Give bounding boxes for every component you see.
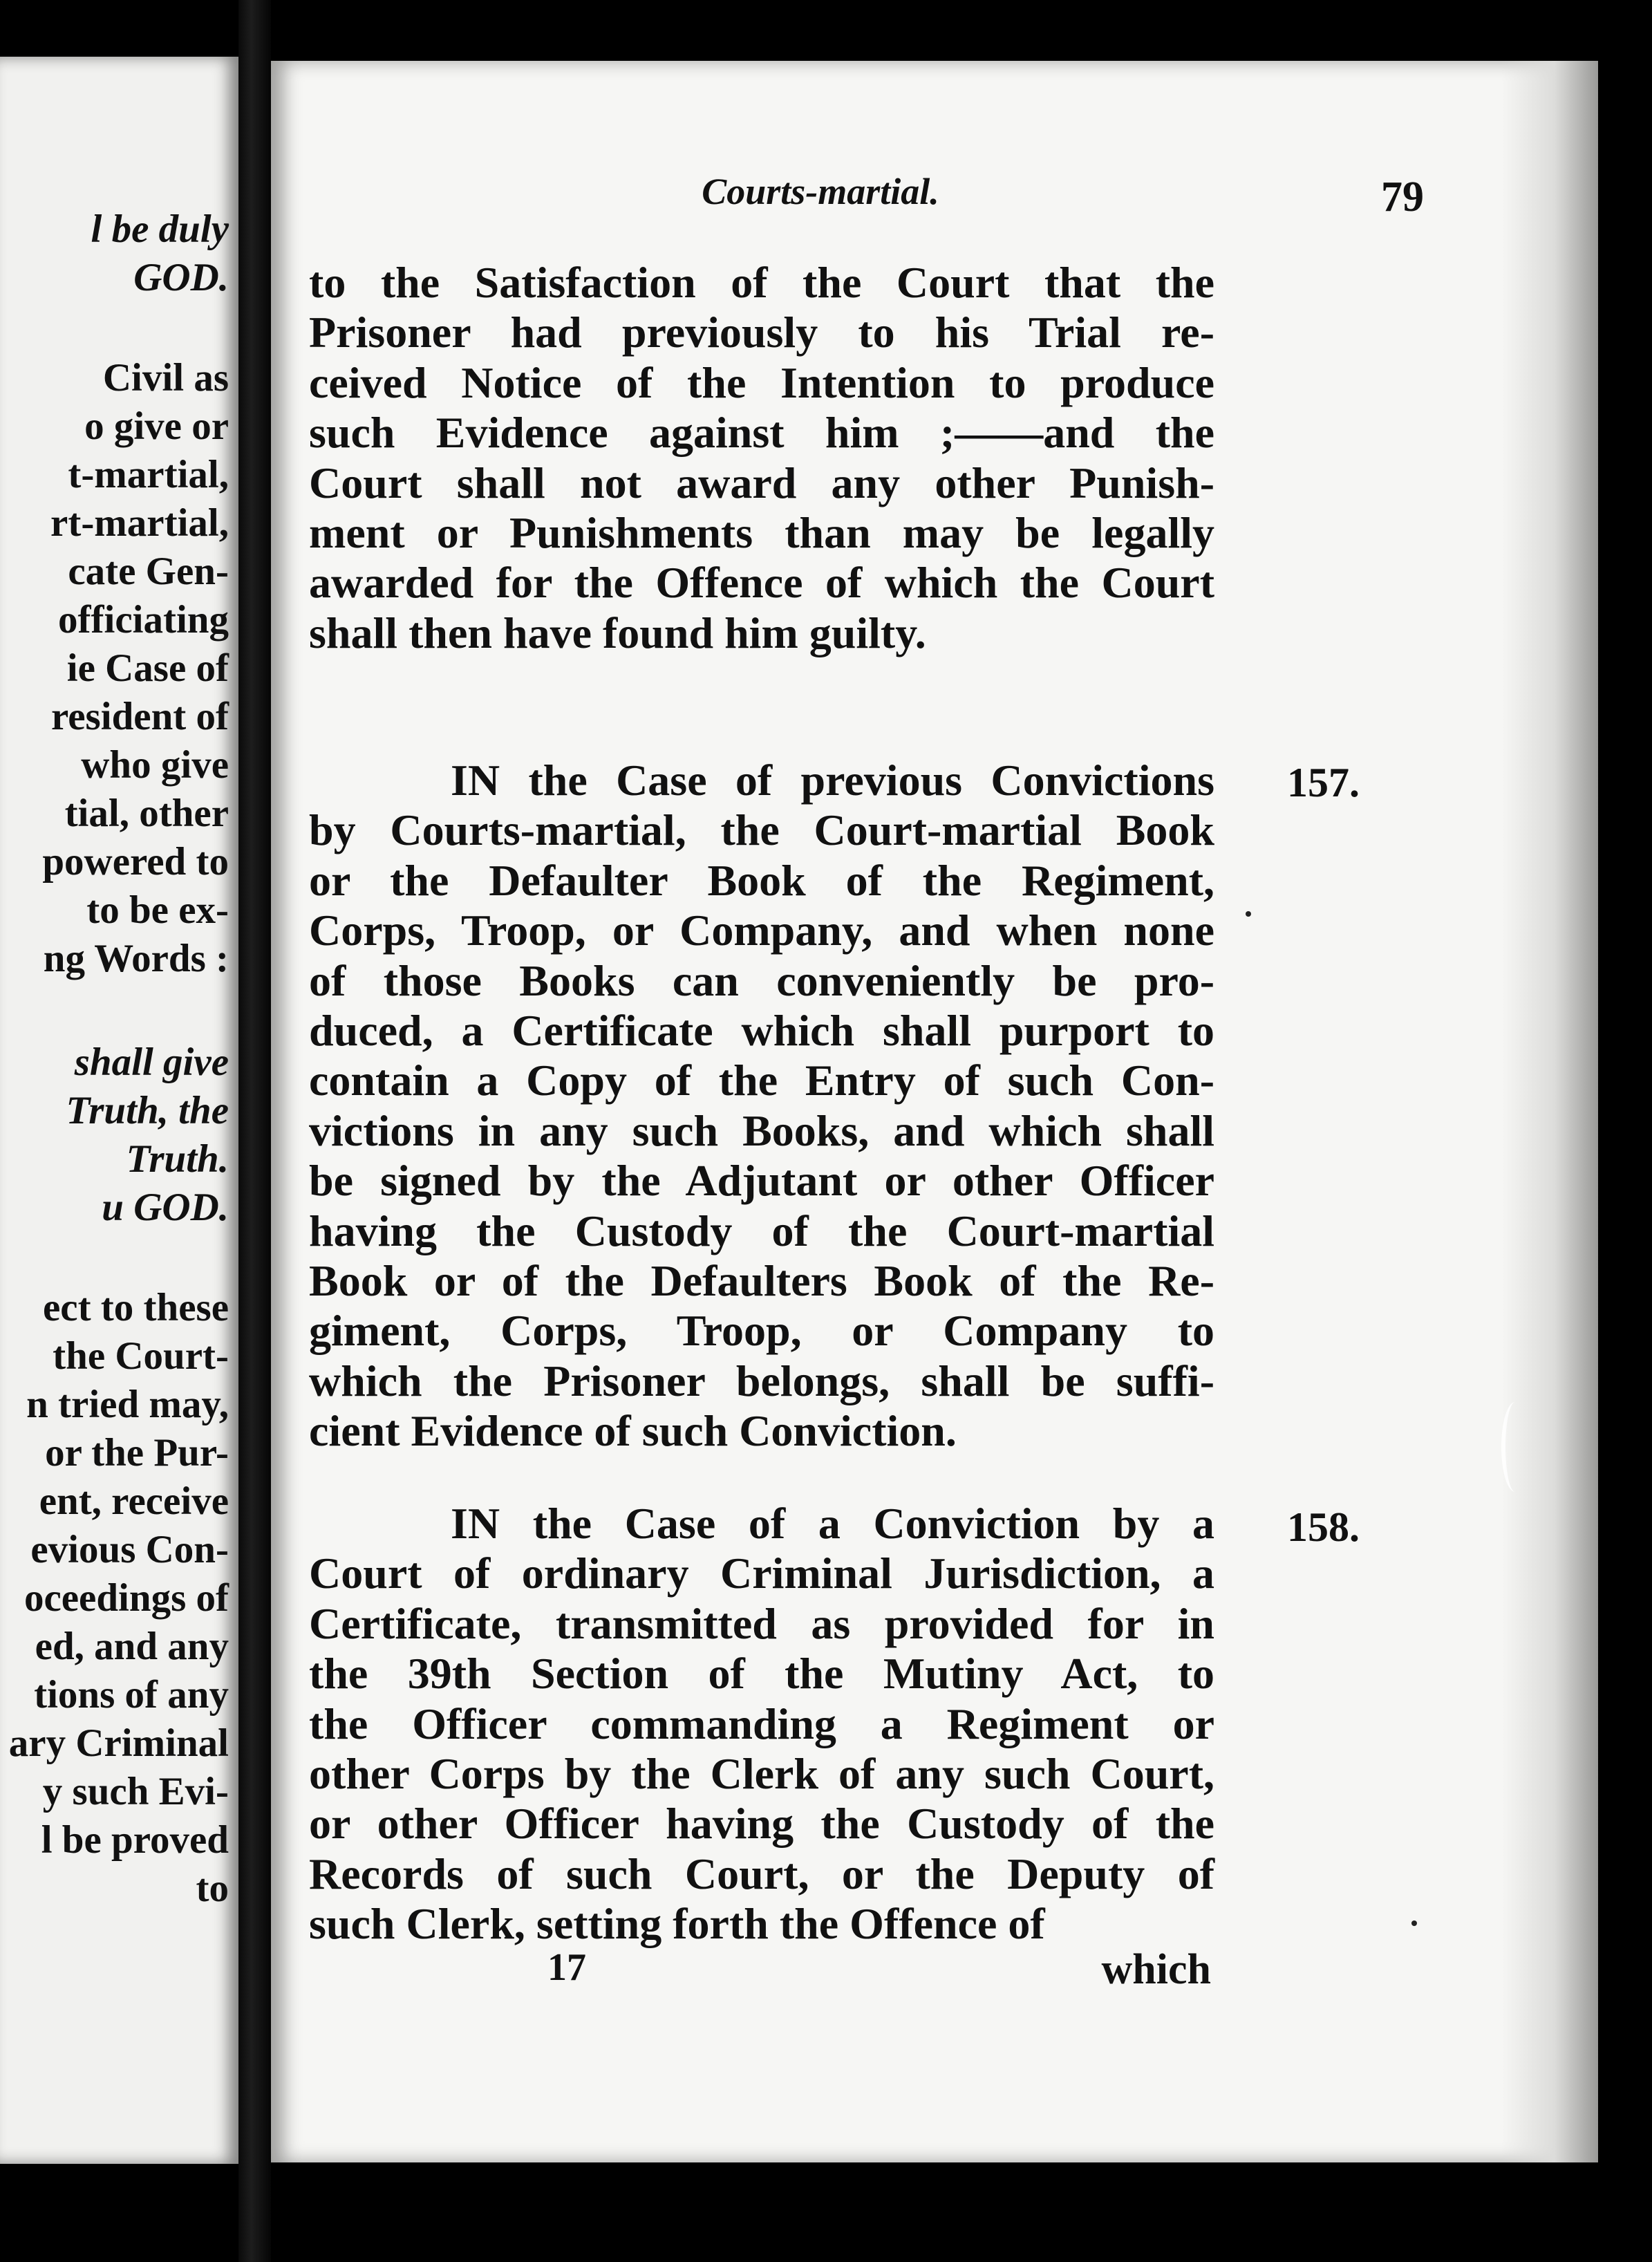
running-head: Courts-martial.	[702, 171, 939, 212]
text-line: duced, a Certificate which shall purport to	[309, 1005, 1214, 1055]
text-line: giment, Corps, Troop, or Company to	[309, 1306, 1214, 1356]
text-line: which the Prisoner belongs, shall be suffi-	[309, 1356, 1214, 1405]
book-gutter	[238, 0, 271, 2262]
text-line: IN the Case of a Conviction by a	[451, 1499, 1214, 1548]
page-79	[271, 61, 1598, 2162]
text-line: to the Satisfaction of the Court that the	[309, 258, 1214, 307]
left-page-line: ie Case of	[66, 646, 229, 690]
catchword: which	[1101, 1946, 1211, 1993]
left-page-line: t-martial,	[68, 453, 229, 496]
text-line: other Corps by the Clerk of any such Court,	[309, 1748, 1214, 1798]
left-page-line: cate Gen-	[68, 550, 229, 593]
left-page-line: officiating	[58, 598, 229, 642]
left-page-line: u GOD.	[102, 1186, 229, 1229]
left-page-line: tial, other	[64, 792, 229, 835]
left-page-line: l be proved	[41, 1818, 229, 1862]
text-line: Court shall not award any other Punish-	[309, 458, 1214, 507]
ink-speck	[1411, 1920, 1417, 1926]
left-page-line: tions of any	[34, 1673, 229, 1717]
text-line: the Officer commanding a Regiment or	[309, 1699, 1214, 1748]
ink-speck	[1246, 911, 1251, 917]
page-number: 79	[1381, 174, 1424, 221]
text-line: Records of such Court, or the Deputy of	[309, 1849, 1214, 1898]
page-crease	[1501, 1402, 1529, 1492]
left-page-line: ng Words :	[43, 937, 229, 980]
left-page-line: ent, receive	[39, 1479, 229, 1523]
text-line: shall then have found him guilty.	[309, 608, 926, 657]
text-line: IN the Case of previous Convictions	[451, 756, 1214, 805]
text-line: cient Evidence of such Conviction.	[309, 1406, 957, 1456]
text-line: be signed by the Adjutant or other Officer	[309, 1156, 1214, 1206]
left-page-line: resident of	[50, 695, 229, 738]
left-page-line: Civil as	[102, 356, 229, 400]
left-page-line: rt-martial,	[50, 501, 229, 545]
left-page-line: y such Evi-	[42, 1770, 229, 1813]
section-157-text	[309, 756, 1214, 1456]
left-page-line: who give	[81, 743, 229, 787]
paragraph-continuation	[309, 258, 1214, 658]
text-line: Court of ordinary Criminal Jurisdiction, a	[309, 1549, 1214, 1598]
text-line: Corps, Troop, or Company, and when none	[309, 906, 1214, 955]
left-page-line: evious Con-	[30, 1528, 229, 1571]
text-line: ceived Notice of the Intention to produce	[309, 357, 1214, 407]
text-line: Certificate, transmitted as provided for in	[309, 1598, 1214, 1648]
text-line: or other Officer having the Custody of the	[309, 1799, 1214, 1849]
section-number-158: 158.	[1287, 1504, 1360, 1550]
text-line: Book or of the Defaulters Book of the Re-	[309, 1255, 1214, 1305]
text-line: such Clerk, setting forth the Offence of	[309, 1899, 1045, 1949]
left-page-line: Truth.	[126, 1137, 229, 1181]
text-line: or the Defaulter Book of the Regiment,	[309, 855, 1214, 905]
left-page-line: shall give	[74, 1040, 229, 1084]
text-line: awarded for the Offence of which the Court	[309, 558, 1214, 608]
text-line: of those Books can conveniently be pro-	[309, 955, 1214, 1005]
text-line: the 39th Section of the Mutiny Act, to	[309, 1649, 1214, 1699]
left-page-line: l be duly	[91, 207, 229, 251]
left-page-line: o give or	[84, 404, 229, 448]
text-line: ment or Punishments than may be legally	[309, 507, 1214, 557]
text-line: such Evidence against him ;——and the	[309, 408, 1214, 458]
signature-mark: 17	[547, 1946, 586, 1989]
section-number-157: 157.	[1287, 760, 1360, 805]
left-page-line: ary Criminal	[8, 1721, 229, 1765]
left-page-line: GOD.	[133, 256, 229, 299]
left-page-line: n tried may,	[26, 1383, 229, 1426]
text-line: having the Custody of the Court-martial	[309, 1206, 1214, 1255]
text-line: victions in any such Books, and which shall	[309, 1105, 1214, 1155]
left-page-line: Truth, the	[66, 1089, 229, 1132]
text-line: contain a Copy of the Entry of such Con-	[309, 1056, 1214, 1105]
left-page-line: to	[196, 1867, 229, 1910]
facing-page-left	[0, 57, 238, 2164]
left-page-line: powered to	[42, 840, 229, 884]
text-line: Prisoner had previously to his Trial re-	[309, 308, 1214, 357]
left-page-line: oceedings of	[24, 1576, 229, 1620]
left-page-line: the Court-	[53, 1334, 229, 1378]
left-page-line: ect to these	[42, 1286, 229, 1329]
left-page-line: ed, and any	[35, 1625, 229, 1668]
page-edge-shadow	[1501, 61, 1598, 2162]
text-line: by Courts-martial, the Court-martial Book	[309, 805, 1214, 855]
section-158-text	[309, 1499, 1214, 1950]
left-page-line: to be ex-	[86, 888, 229, 932]
left-page-line: or the Pur-	[45, 1431, 229, 1475]
